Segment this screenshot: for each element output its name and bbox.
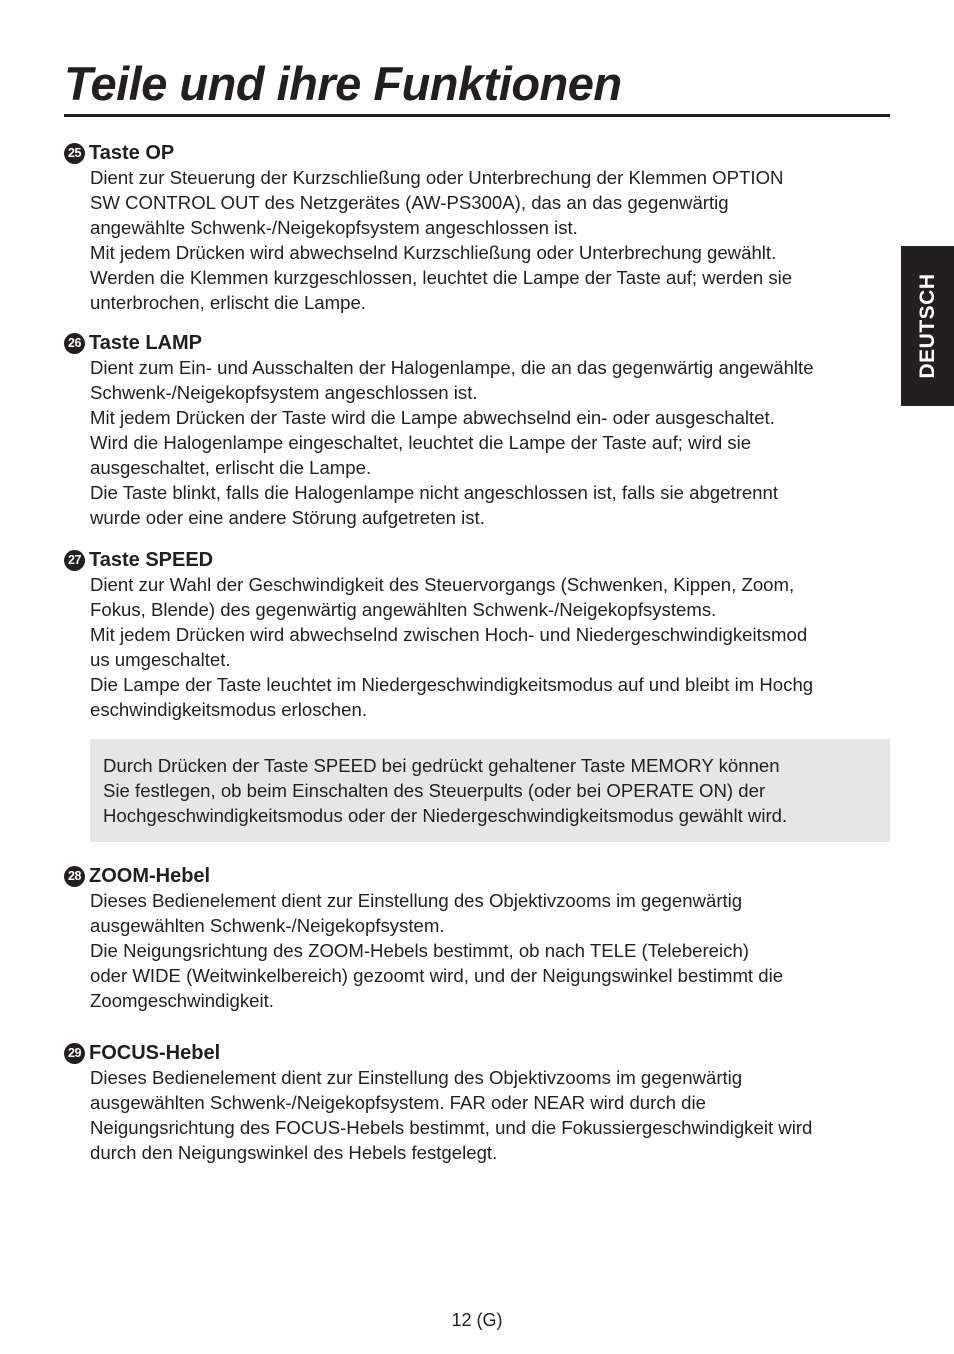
section-heading: [64, 141, 894, 165]
text-line: us umgeschaltet.: [90, 649, 231, 670]
language-tab: [901, 246, 954, 406]
section-heading: [64, 864, 894, 888]
section-heading: [64, 1041, 894, 1065]
section-body: [90, 888, 894, 1013]
text-line: Die Taste blinkt, falls die Halogenlampe nicht angeschlossen ist, falls sie abgetrennt: [90, 482, 779, 503]
section-body: [90, 165, 894, 315]
section-title: Taste LAMP: [89, 332, 202, 354]
section-title: Taste OP: [89, 142, 175, 164]
circled-number-badge: 25: [64, 143, 85, 164]
text-line: Sie festlegen, ob beim Einschalten des Steuerpults (oder bei OPERATE ON) der: [103, 780, 766, 801]
section-title: Taste SPEED: [89, 549, 214, 571]
text-line: eschwindigkeitsmodus erloschen.: [90, 699, 367, 720]
text-line: Durch Drücken der Taste SPEED bei gedrückt gehaltener Taste MEMORY können: [103, 755, 780, 776]
section-zoom-hebel: [64, 864, 894, 1013]
text-line: Dient zur Wahl der Geschwindigkeit des Steuervorgangs (Schwenken, Kippen, Zoom,: [90, 574, 795, 595]
section-body: [90, 1065, 894, 1165]
section-heading: [64, 548, 894, 572]
circled-number-badge: 26: [64, 333, 85, 354]
text-line: unterbrochen, erlischt die Lampe.: [90, 292, 366, 313]
text-line: Hochgeschwindigkeitsmodus oder der Niedergeschwindigkeitsmodus gewählt wird.: [103, 805, 788, 826]
text-line: Schwenk-/Neigekopfsystem angeschlossen ist.: [90, 382, 478, 403]
section-title: ZOOM-Hebel: [89, 865, 211, 887]
text-line: Mit jedem Drücken wird abwechselnd Kurzschließung oder Unterbrechung gewählt.: [90, 242, 777, 263]
text-line: angewählte Schwenk-/Neigekopfsystem angeschlossen ist.: [90, 217, 578, 238]
page-title: Teile und ihre Funktionen: [64, 57, 622, 110]
text-line: wurde oder eine andere Störung aufgetreten ist.: [90, 507, 485, 528]
text-line: Mit jedem Drücken der Taste wird die Lampe abwechselnd ein- oder ausgeschaltet.: [90, 407, 775, 428]
title-rule: [64, 114, 890, 117]
language-tab-label: DEUTSCH: [915, 273, 939, 379]
section-body: [90, 355, 894, 530]
section-taste-speed: [64, 548, 894, 722]
circled-number-badge: 29: [64, 1043, 85, 1064]
section-focus-hebel: [64, 1041, 894, 1165]
section-taste-op: [64, 141, 894, 315]
text-line: oder WIDE (Weitwinkelbereich) gezoomt wird, und der Neigungswinkel bestimmt die: [90, 965, 784, 986]
page-number: 12 (G): [451, 1310, 503, 1330]
section-taste-lamp: [64, 331, 894, 530]
text-line: Werden die Klemmen kurzgeschlossen, leuchtet die Lampe der Taste auf; werden sie: [90, 267, 793, 288]
text-line: durch den Neigungswinkel des Hebels festgelegt.: [90, 1142, 498, 1163]
text-line: Dieses Bedienelement dient zur Einstellung des Objektivzooms im gegenwärtig: [90, 890, 743, 911]
text-line: ausgewählten Schwenk-/Neigekopfsystem. FAR oder NEAR wird durch die: [90, 1092, 706, 1113]
text-line: ausgewählten Schwenk-/Neigekopfsystem.: [90, 915, 445, 936]
text-line: Dient zum Ein- und Ausschalten der Halogenlampe, die an das gegenwärtig angewählte: [90, 357, 814, 378]
text-line: ausgeschaltet, erlischt die Lampe.: [90, 457, 372, 478]
text-line: Dient zur Steuerung der Kurzschließung oder Unterbrechung der Klemmen OPTION: [90, 167, 784, 188]
text-line: Mit jedem Drücken wird abwechselnd zwischen Hoch- und Niedergeschwindigkeitsmod: [90, 624, 808, 645]
text-line: Zoomgeschwindigkeit.: [90, 990, 274, 1011]
section-heading: [64, 331, 894, 355]
text-line: Fokus, Blende) des gegenwärtig angewählten Schwenk-/Neigekopfsystems.: [90, 599, 717, 620]
note-box: [90, 739, 890, 842]
circled-number-badge: 28: [64, 866, 85, 887]
text-line: Dieses Bedienelement dient zur Einstellung des Objektivzooms im gegenwärtig: [90, 1067, 743, 1088]
section-title: FOCUS-Hebel: [89, 1042, 221, 1064]
section-body: [90, 572, 894, 722]
text-line: Die Lampe der Taste leuchtet im Niedergeschwindigkeitsmodus auf und bleibt im Hochg: [90, 674, 814, 695]
text-line: Die Neigungsrichtung des ZOOM-Hebels bestimmt, ob nach TELE (Telebereich): [90, 940, 749, 961]
text-line: Neigungsrichtung des FOCUS-Hebels bestimmt, und die Fokussiergeschwindigkeit wird: [90, 1117, 813, 1138]
text-line: Wird die Halogenlampe eingeschaltet, leuchtet die Lampe der Taste auf; wird sie: [90, 432, 752, 453]
text-line: SW CONTROL OUT des Netzgerätes (AW-PS300A), das an das gegenwärtig: [90, 192, 729, 213]
note-text: [103, 753, 876, 828]
circled-number-badge: 27: [64, 550, 85, 571]
